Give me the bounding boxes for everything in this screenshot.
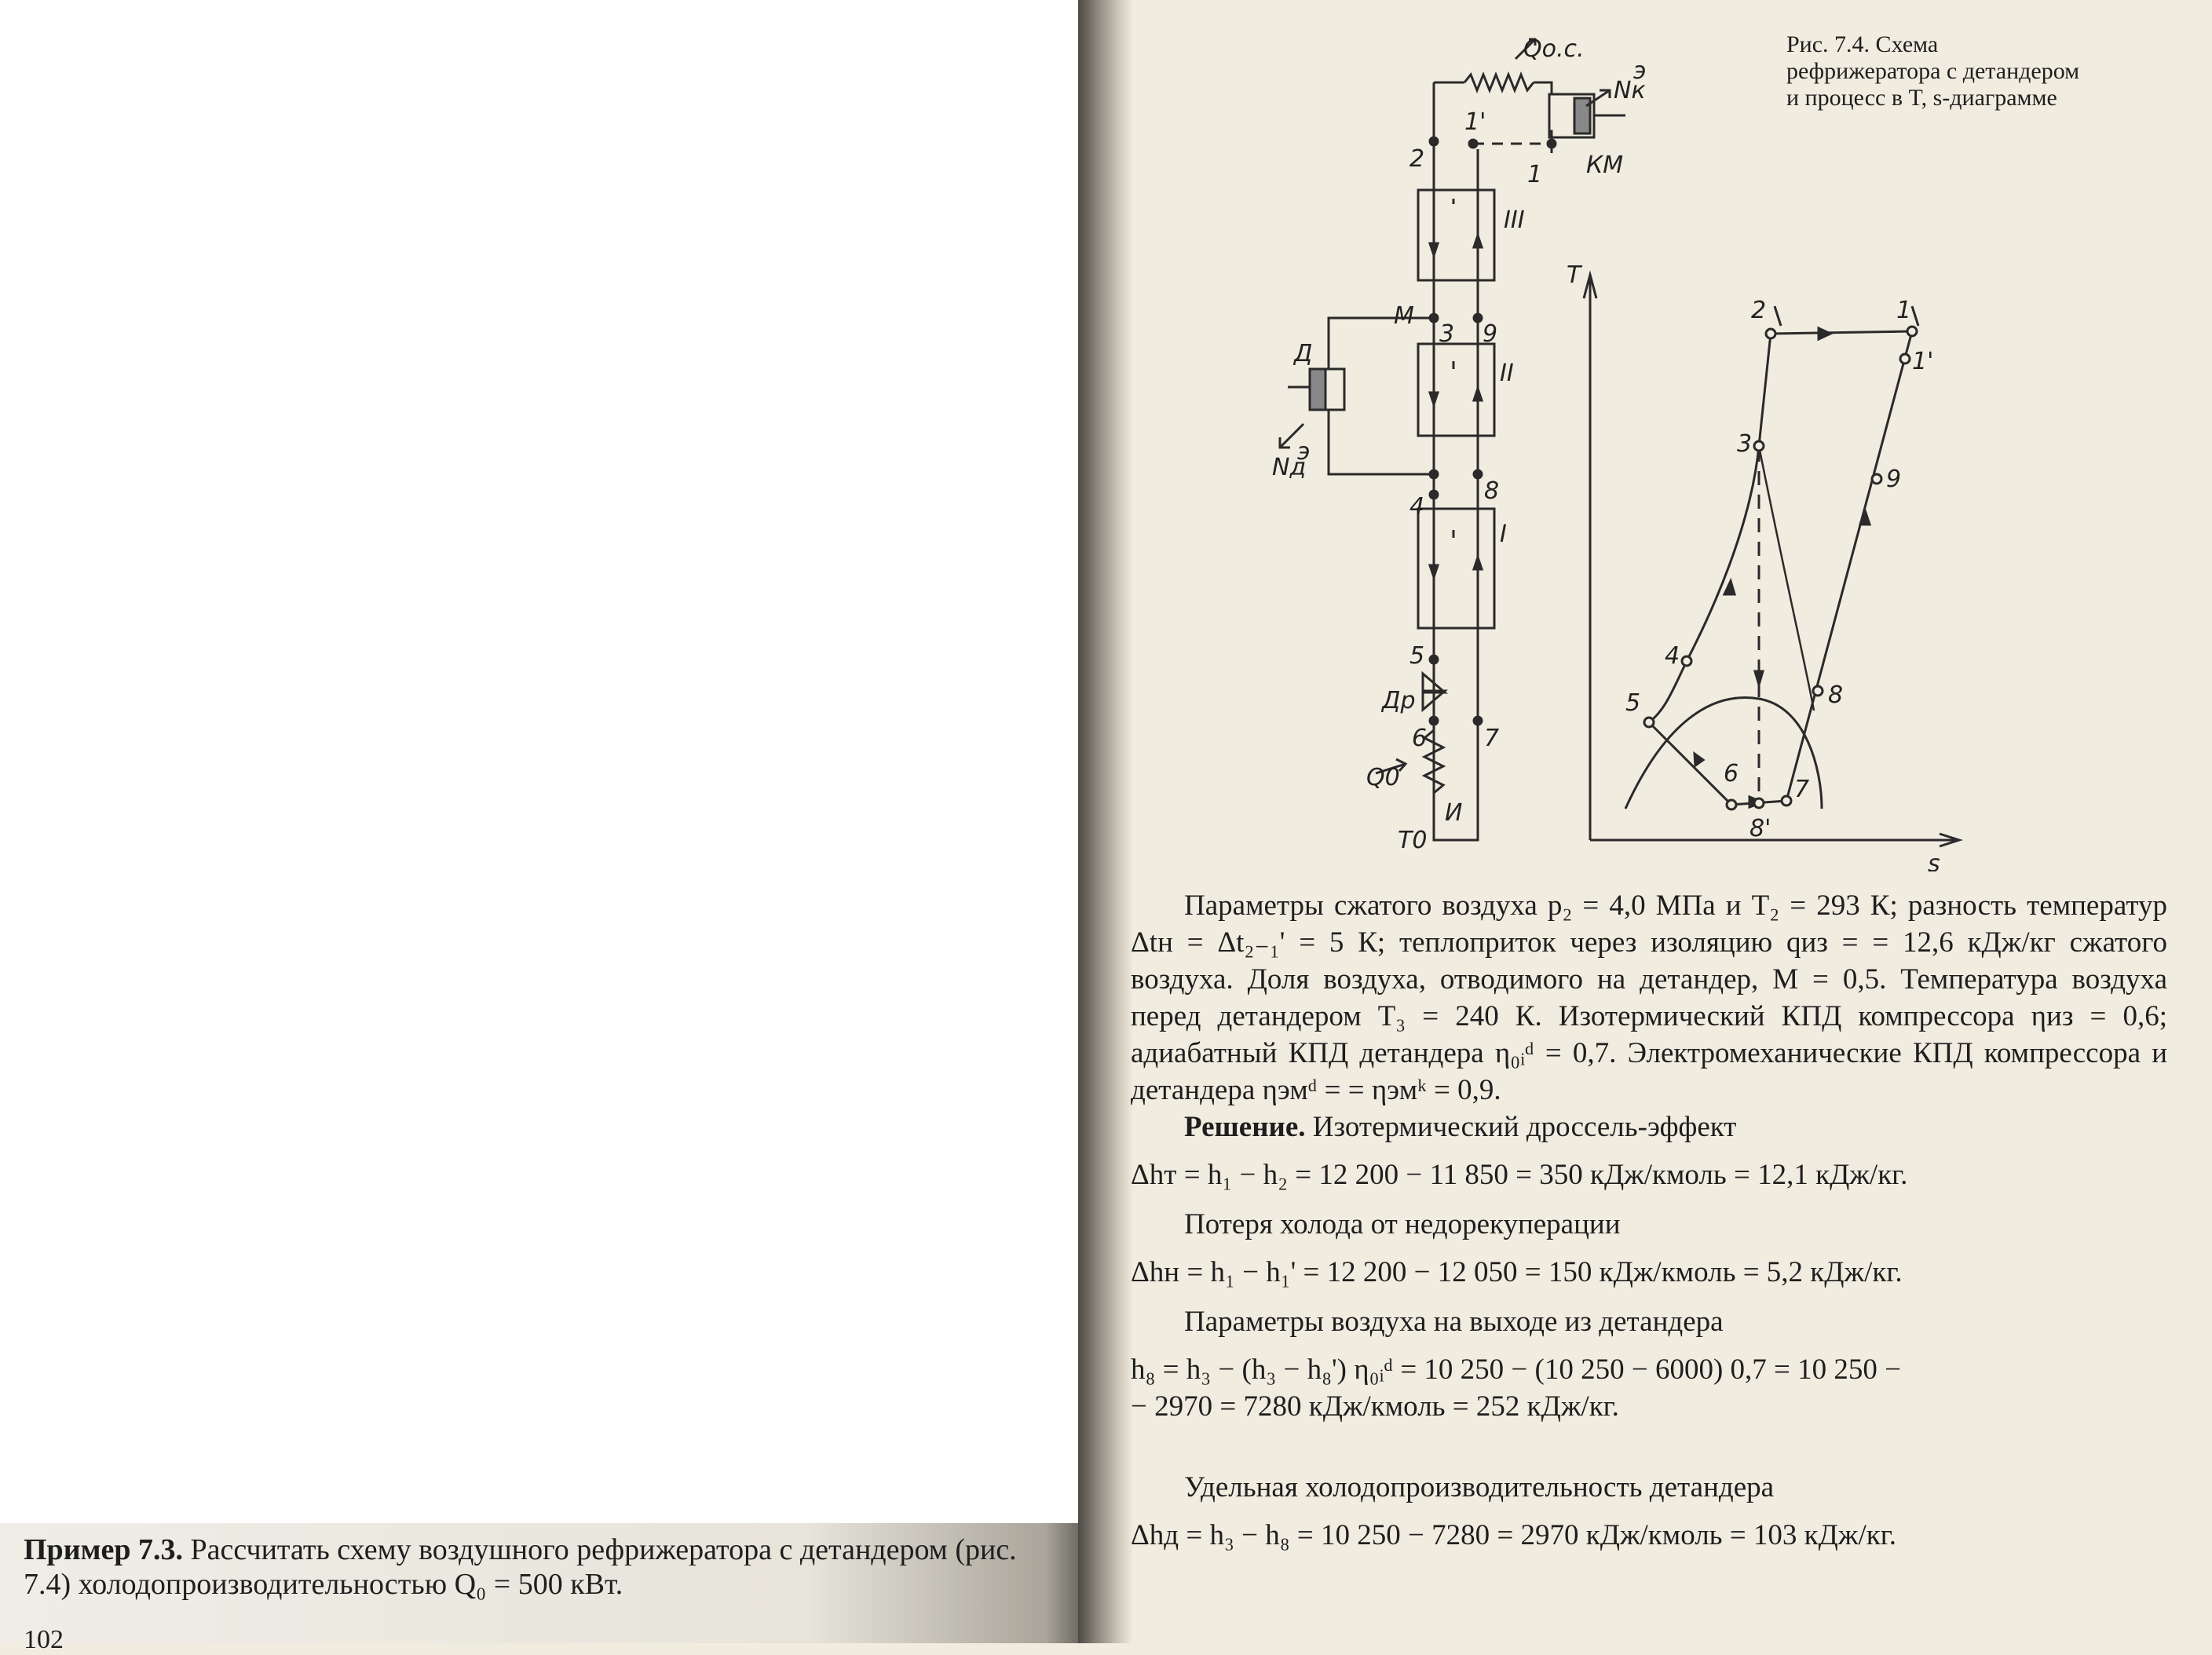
ts-diagram	[1584, 275, 1959, 846]
label-point-4: 4	[1409, 493, 1425, 521]
book-gutter	[1078, 0, 1133, 1643]
label-s-axis: s	[1928, 850, 1940, 871]
expander-title: Параметры воздуха на выходе из детандера	[1184, 1306, 1724, 1338]
label-t-axis: T	[1567, 261, 1581, 289]
formula-3a: h₈ = h₃ − (h₃ − h₈') η₀ᵢᵈ = 10 250 − (10 250 − 6000) 0,7 = 10 250 −	[1131, 1354, 1902, 1386]
label-i: И	[1445, 799, 1463, 827]
label-ts-3: 3	[1737, 430, 1753, 458]
example-text: Рассчитать схему воздушного рефрижератора с детандером (рис. 7.4) холодопроизводительностью Q₀ = 500 кВт.	[24, 1533, 1017, 1601]
label-point-3: 3	[1439, 320, 1455, 348]
label-n-k-sup: э	[1633, 57, 1647, 85]
label-point-8: 8	[1484, 477, 1500, 505]
loss-title: Потеря холода от недорекуперации	[1184, 1208, 1621, 1240]
label-point-6: 6	[1412, 725, 1428, 752]
left-page	[0, 0, 1078, 1643]
refrigerator-scheme	[1280, 39, 1625, 840]
label-point-2: 2	[1409, 145, 1425, 173]
label-ts-7: 7	[1794, 776, 1810, 803]
figure-7-4	[1256, 16, 2159, 871]
solution-label: Решение.	[1184, 1111, 1306, 1143]
label-ts-8prime: 8'	[1749, 815, 1771, 842]
solution-text: Изотермический дроссель-эффект	[1312, 1111, 1737, 1143]
label-d: Д	[1294, 340, 1313, 367]
label-hx-2: II	[1500, 360, 1514, 387]
label-ts-9: 9	[1886, 466, 1902, 493]
label-ts-4: 4	[1665, 642, 1680, 670]
label-ts-1prime: 1'	[1912, 348, 1934, 375]
label-hx-1: I	[1500, 521, 1507, 548]
formula-1: Δhт = h₁ − h₂ = 12 200 − 11 850 = 350 кДж/кмоль = 12,1 кДж/кг.	[1131, 1159, 1908, 1191]
label-ts-6: 6	[1724, 760, 1739, 787]
formula-3b: − 2970 = 7280 кДж/кмоль = 252 кДж/кг.	[1131, 1390, 1619, 1423]
label-n-d: Nд	[1272, 454, 1307, 481]
main-text	[1131, 887, 2167, 1566]
formula-2: Δhн = h₁ − h₁' = 12 200 − 12 050 = 150 кДж/кмоль = 5,2 кДж/кг.	[1131, 1256, 1903, 1288]
label-ts-1: 1	[1896, 297, 1912, 324]
label-ts-8: 8	[1828, 681, 1844, 709]
label-km: КМ	[1586, 152, 1624, 179]
label-t0: T0	[1398, 827, 1428, 854]
label-dr: Др	[1382, 687, 1416, 714]
label-q-os: Qо.с.	[1523, 35, 1585, 63]
label-ts-2: 2	[1751, 297, 1767, 324]
label-ts-5: 5	[1625, 689, 1641, 717]
label-n-k: Nк	[1614, 77, 1646, 104]
label-point-7: 7	[1484, 725, 1500, 752]
label-point-1prime: 1'	[1464, 108, 1486, 136]
ts-labels	[1567, 261, 1940, 871]
label-point-9: 9	[1483, 320, 1498, 348]
label-q0: Q0	[1366, 764, 1400, 791]
page-number: 102	[24, 1625, 64, 1654]
formula-4: Δhд = h₃ − h₈ = 10 250 − 7280 = 2970 кДж/кмоль = 103 кДж/кг.	[1131, 1519, 1896, 1551]
example-label: Пример 7.3.	[24, 1533, 183, 1566]
label-point-5: 5	[1409, 642, 1425, 670]
label-hx-3: III	[1504, 206, 1525, 234]
label-m: M	[1394, 302, 1414, 330]
figure-caption: Рис. 7.4. Схема рефрижератора с детандером и процесс в T, s-диаграмме	[1786, 31, 2080, 111]
params-paragraph: Параметры сжатого воздуха p₂ = 4,0 МПа и T₂ = 293 К; разность температур Δtн = Δt₂₋₁' = 5 К; теплоприток через изоляцию qиз = = 12,6 кДж/кг сжатого воздуха. Доля воздуха, отводимого на детандер, M = 0,5. Температура воздуха перед детандером T₃ = 240 К. Изотермический КПД компрессора ηиз = 0,6; адиабатный КПД детандера η₀ᵢᵈ = 0,7. Электромеханические КПД компрессора и детандера ηэмᵈ = = ηэмᵏ = 0,9.	[1131, 890, 2167, 1106]
label-n-d-sup: э	[1297, 438, 1311, 466]
example-7-3	[24, 1533, 1068, 1602]
label-point-1: 1	[1527, 161, 1543, 188]
capacity-title: Удельная холодопроизводительность детандера	[1184, 1471, 1775, 1503]
solution-paragraph	[1131, 1109, 2167, 1145]
